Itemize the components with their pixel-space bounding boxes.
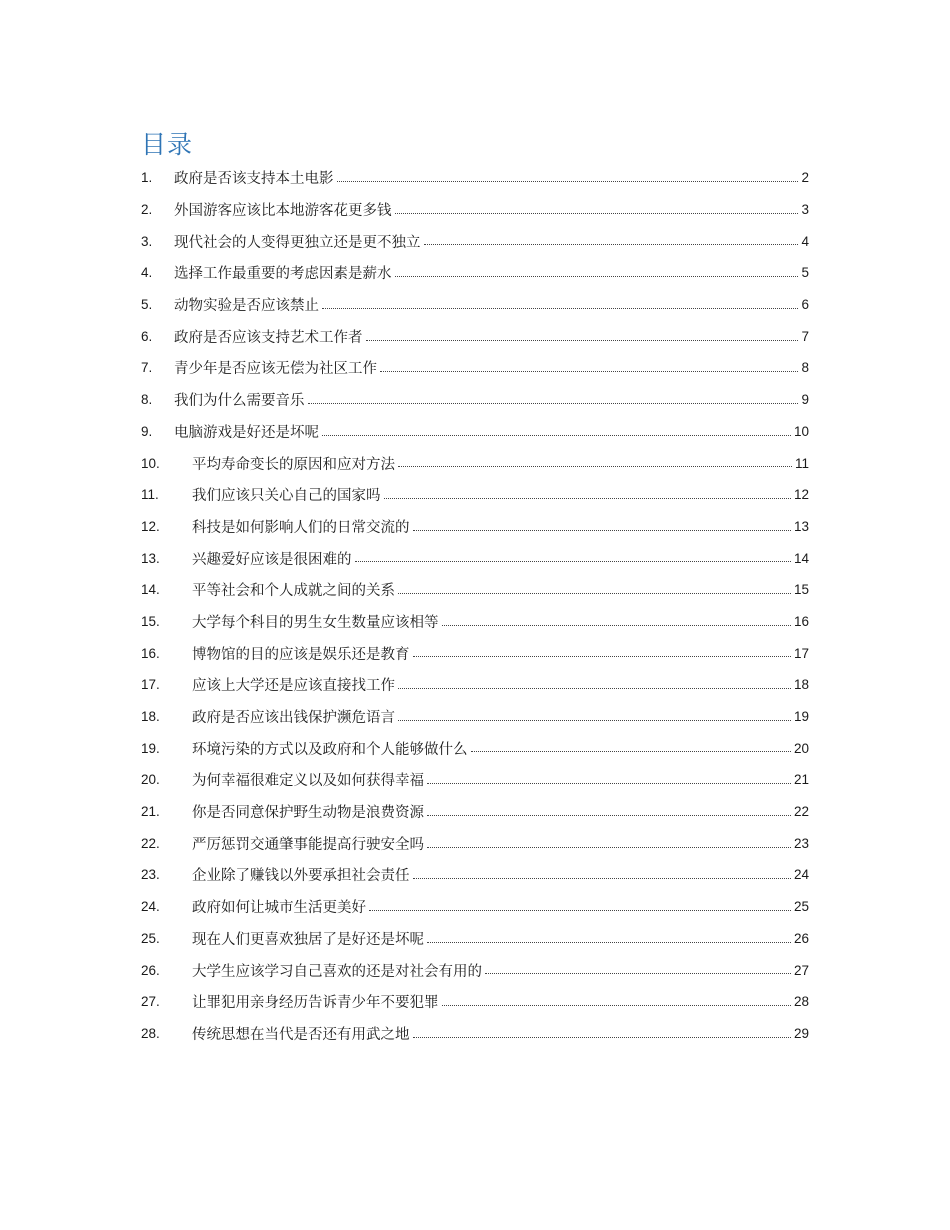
toc-dot-leader [427, 836, 791, 851]
toc-dot-leader [398, 456, 792, 471]
toc-dot-leader [485, 963, 791, 978]
toc-entry-number: 6. [141, 328, 153, 344]
toc-entry-title[interactable]: 选择工作最重要的考虑因素是薪水 [174, 266, 392, 283]
toc-entry-number: 16. [141, 645, 160, 661]
toc-entry-number: 8. [141, 392, 153, 408]
toc-dot-leader [398, 583, 791, 598]
toc-entry-title[interactable]: 为何幸福很难定义以及如何获得幸福 [192, 773, 424, 790]
toc-entry-page[interactable]: 11 [794, 455, 809, 471]
toc-entry-page[interactable]: 24 [793, 867, 809, 883]
toc-entry-page[interactable]: 27 [793, 962, 809, 978]
toc-list [141, 162, 809, 1049]
toc-dot-leader [427, 931, 791, 946]
toc-entry-page[interactable]: 10 [793, 423, 809, 439]
toc-entry-page[interactable]: 6 [801, 297, 809, 313]
toc-entry-title[interactable]: 现代社会的人变得更独立还是更不独立 [174, 234, 421, 251]
toc-entry[interactable] [141, 289, 809, 321]
toc-entry-title[interactable]: 传统思想在当代是否还有用武之地 [192, 1026, 410, 1043]
toc-entry-page[interactable]: 7 [801, 328, 809, 344]
toc-entry-title[interactable]: 平均寿命变长的原因和应对方法 [192, 456, 395, 473]
toc-entry[interactable] [141, 891, 809, 923]
toc-entry[interactable] [141, 923, 809, 955]
toc-entry[interactable] [141, 827, 809, 859]
toc-entry-page[interactable]: 19 [793, 709, 809, 725]
toc-dot-leader [322, 297, 798, 312]
toc-entry[interactable] [141, 859, 809, 891]
toc-entry-number: 19. [141, 740, 160, 756]
toc-dot-leader [471, 741, 791, 756]
toc-dot-leader [413, 519, 791, 534]
toc-entry-number: 24. [141, 899, 160, 915]
toc-entry-page[interactable]: 23 [793, 835, 809, 851]
toc-entry-number: 2. [141, 202, 153, 218]
toc-entry-page[interactable]: 17 [793, 645, 809, 661]
toc-entry-title[interactable]: 你是否同意保护野生动物是浪费资源 [192, 805, 424, 822]
toc-entry[interactable] [141, 352, 809, 384]
toc-entry-page[interactable]: 22 [793, 804, 809, 820]
toc-entry-number: 11. [141, 487, 159, 503]
toc-entry-title[interactable]: 政府是否该支持本土电影 [174, 171, 334, 188]
toc-entry-title[interactable]: 大学生应该学习自己喜欢的还是对社会有用的 [192, 963, 482, 980]
toc-entry-number: 23. [141, 867, 160, 883]
toc-entry-number: 12. [141, 518, 160, 534]
toc-dot-leader [322, 424, 791, 439]
toc-entry-title[interactable]: 政府是否应该支持艺术工作者 [174, 329, 363, 346]
toc-entry-title[interactable]: 科技是如何影响人们的日常交流的 [192, 519, 410, 536]
toc-entry-number: 15. [141, 613, 160, 629]
toc-dot-leader [427, 773, 791, 788]
toc-entry-title[interactable]: 兴趣爱好应该是很困难的 [192, 551, 352, 568]
toc-entry[interactable] [141, 320, 809, 352]
toc-dot-leader [398, 709, 791, 724]
toc-entry-title[interactable]: 现在人们更喜欢独居了是好还是坏呢 [192, 931, 424, 948]
toc-entry[interactable] [141, 986, 809, 1018]
toc-dot-leader [395, 202, 799, 217]
toc-entry-page[interactable]: 16 [793, 613, 809, 629]
toc-dot-leader [337, 171, 799, 186]
toc-dot-leader [369, 899, 791, 914]
toc-entry[interactable] [141, 416, 809, 448]
toc-entry-page[interactable]: 2 [801, 170, 809, 186]
toc-entry-number: 1. [141, 170, 153, 186]
toc-entry[interactable] [141, 257, 809, 289]
toc-entry-page[interactable]: 26 [793, 930, 809, 946]
toc-dot-leader [384, 487, 791, 502]
toc-entry[interactable] [141, 669, 809, 701]
toc-dot-leader [427, 804, 791, 819]
toc-entry-title[interactable]: 青少年是否应该无偿为社区工作 [174, 361, 377, 378]
toc-entry-title[interactable]: 环境污染的方式以及政府和个人能够做什么 [192, 741, 468, 758]
toc-dot-leader [442, 614, 791, 629]
toc-dot-leader [308, 392, 799, 407]
toc-entry-page[interactable]: 14 [793, 550, 809, 566]
toc-heading: 目录 [141, 130, 194, 159]
toc-entry-title[interactable]: 外国游客应该比本地游客花更多钱 [174, 203, 392, 220]
toc-entry-number: 26. [141, 962, 160, 978]
toc-entry-title[interactable]: 我们为什么需要音乐 [174, 393, 305, 410]
toc-entry-page[interactable]: 29 [793, 1025, 809, 1041]
toc-dot-leader [395, 266, 799, 281]
toc-entry[interactable] [141, 637, 809, 669]
toc-entry-number: 22. [141, 835, 160, 851]
toc-entry-page[interactable]: 21 [793, 772, 809, 788]
toc-entry-number: 10. [141, 455, 160, 471]
toc-entry[interactable] [141, 574, 809, 606]
toc-dot-leader [366, 329, 799, 344]
toc-entry-number: 4. [141, 265, 153, 281]
toc-entry-number: 5. [141, 297, 153, 313]
toc-entry-title[interactable]: 严厉惩罚交通肇事能提高行驶安全吗 [192, 836, 424, 853]
toc-entry-page[interactable]: 15 [793, 582, 809, 598]
toc-dot-leader [413, 868, 791, 883]
toc-entry-title[interactable]: 博物馆的目的应该是娱乐还是教育 [192, 646, 410, 663]
toc-dot-leader [413, 1026, 791, 1041]
toc-entry-page[interactable]: 12 [793, 487, 809, 503]
toc-entry[interactable] [141, 225, 809, 257]
toc-entry-number: 25. [141, 930, 160, 946]
toc-entry-number: 18. [141, 709, 160, 725]
toc-entry-number: 21. [141, 804, 160, 820]
toc-entry[interactable] [141, 447, 809, 479]
toc-entry-page[interactable]: 3 [801, 202, 809, 218]
toc-entry-title[interactable]: 平等社会和个人成就之间的关系 [192, 583, 395, 600]
toc-entry[interactable] [141, 542, 809, 574]
toc-entry-number: 27. [141, 994, 160, 1010]
toc-entry-page[interactable]: 13 [793, 518, 809, 534]
toc-entry[interactable] [141, 162, 809, 194]
toc-entry-page[interactable]: 4 [801, 233, 809, 249]
toc-dot-leader [355, 551, 791, 566]
toc-entry-title[interactable]: 政府是否应该出钱保护濒危语言 [192, 710, 395, 727]
toc-entry[interactable] [141, 1018, 809, 1050]
toc-dot-leader [380, 361, 798, 376]
toc-entry-title[interactable]: 大学每个科目的男生女生数量应该相等 [192, 614, 439, 631]
toc-entry-page[interactable]: 18 [793, 677, 809, 693]
toc-entry[interactable] [141, 384, 809, 416]
toc-entry-number: 28. [141, 1025, 160, 1041]
toc-entry[interactable] [141, 511, 809, 543]
toc-entry[interactable] [141, 764, 809, 796]
toc-entry-title[interactable]: 企业除了赚钱以外要承担社会责任 [192, 868, 410, 885]
toc-entry-number: 7. [141, 360, 153, 376]
toc-entry-number: 9. [141, 423, 153, 439]
toc-entry[interactable] [141, 606, 809, 638]
toc-dot-leader [413, 646, 791, 661]
toc-entry-number: 13. [141, 550, 160, 566]
toc-entry-title[interactable]: 应该上大学还是应该直接找工作 [192, 678, 395, 695]
toc-entry[interactable] [141, 796, 809, 828]
toc-entry-number: 3. [141, 233, 153, 249]
toc-entry-title[interactable]: 让罪犯用亲身经历告诉青少年不要犯罪 [192, 995, 439, 1012]
toc-entry-title[interactable]: 电脑游戏是好还是坏呢 [174, 424, 319, 441]
toc-entry-title[interactable]: 动物实验是否应该禁止 [174, 298, 319, 315]
toc-entry-page[interactable]: 25 [793, 899, 809, 915]
toc-dot-leader [442, 994, 791, 1009]
toc-dot-leader [424, 234, 799, 249]
toc-entry-page[interactable]: 9 [801, 392, 809, 408]
toc-entry-number: 14. [141, 582, 160, 598]
toc-entry[interactable] [141, 701, 809, 733]
toc-entry-page[interactable]: 8 [801, 360, 809, 376]
toc-entry-number: 20. [141, 772, 160, 788]
toc-dot-leader [398, 678, 791, 693]
toc-entry[interactable] [141, 954, 809, 986]
toc-entry-page[interactable]: 5 [801, 265, 809, 281]
toc-entry[interactable] [141, 732, 809, 764]
toc-entry-title[interactable]: 我们应该只关心自己的国家吗 [192, 488, 381, 505]
toc-entry-page[interactable]: 28 [793, 994, 809, 1010]
toc-entry[interactable] [141, 479, 809, 511]
toc-entry-page[interactable]: 20 [793, 740, 809, 756]
toc-entry[interactable] [141, 194, 809, 226]
toc-entry-title[interactable]: 政府如何让城市生活更美好 [192, 900, 366, 917]
toc-entry-number: 17. [141, 677, 160, 693]
